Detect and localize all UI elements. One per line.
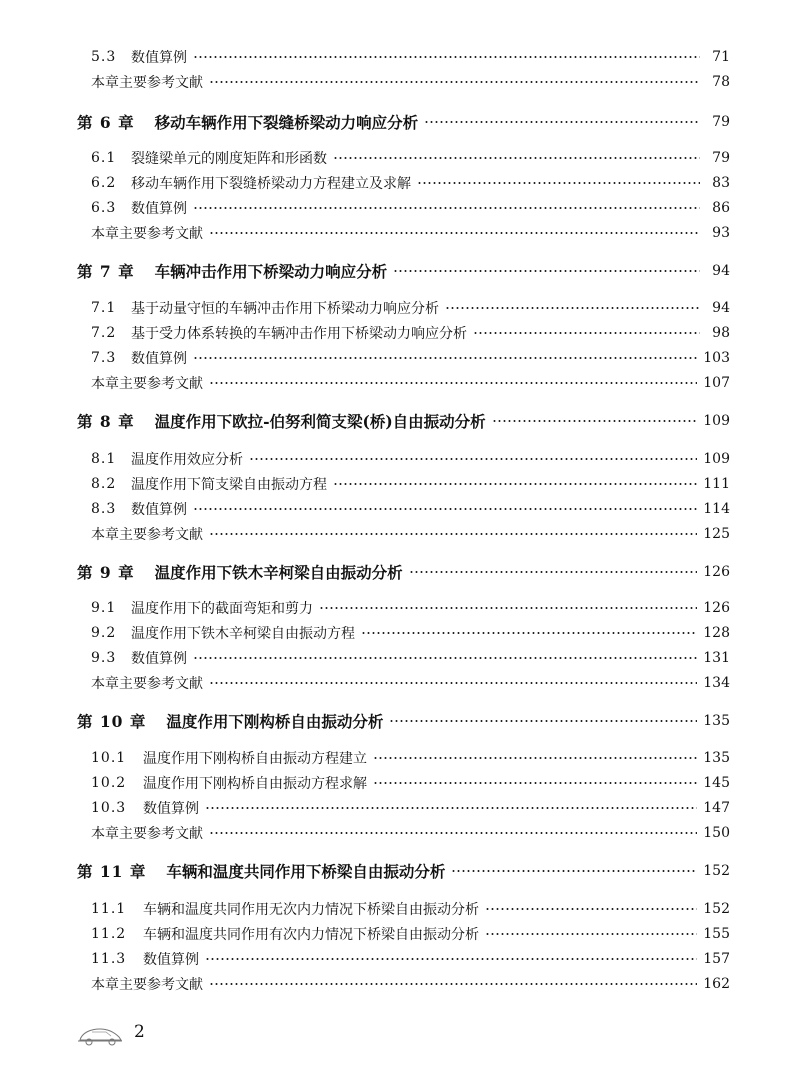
- entry-page: 98: [712, 325, 730, 341]
- entry-page: 131: [703, 650, 730, 666]
- dot-leader: [209, 678, 697, 688]
- dot-leader: [424, 117, 700, 127]
- entry-title: 温度作用下简支梁自由振动方程: [131, 477, 327, 493]
- toc-chapter-6[interactable]: [77, 110, 730, 134]
- dot-leader: [373, 753, 697, 763]
- entry-title: 数值算例: [143, 952, 199, 968]
- entry-number: 7.1: [91, 300, 117, 316]
- entry-title: 本章主要参考文献: [91, 527, 203, 543]
- car-sketch-icon: [76, 1022, 124, 1048]
- toc-entry-references-ch10[interactable]: [91, 821, 730, 845]
- entry-title: 本章主要参考文献: [91, 376, 203, 392]
- dot-leader: [193, 653, 697, 663]
- dot-leader: [485, 929, 697, 939]
- dot-leader: [205, 954, 697, 964]
- toc-entry-7-3[interactable]: [91, 346, 730, 370]
- toc-entry-8-1[interactable]: [91, 447, 730, 471]
- dot-leader: [333, 479, 697, 489]
- entry-number: 8.2: [91, 476, 117, 492]
- chapter-number: 第 6 章: [77, 113, 135, 132]
- dot-leader: [445, 303, 700, 313]
- entry-page: 162: [703, 976, 730, 992]
- entry-number: 6.3: [91, 200, 117, 216]
- chapter-number: 第 8 章: [77, 412, 135, 431]
- dot-leader: [209, 529, 697, 539]
- dot-leader: [409, 567, 698, 577]
- entry-number: 10.2: [91, 775, 127, 791]
- entry-page: 79: [712, 114, 730, 130]
- entry-title: 温度作用效应分析: [131, 452, 243, 468]
- entry-title: 本章主要参考文献: [91, 826, 203, 842]
- toc-entry-6-3[interactable]: [91, 196, 730, 220]
- entry-number: 11.2: [91, 926, 127, 942]
- toc-entry-11-1[interactable]: [91, 897, 730, 921]
- entry-title: 移动车辆作用下裂缝桥梁动力方程建立及求解: [131, 176, 411, 192]
- dot-leader: [373, 778, 697, 788]
- dot-leader: [209, 828, 697, 838]
- entry-page: 111: [703, 476, 730, 492]
- entry-title: 基于动量守恒的车辆冲击作用下桥梁动力响应分析: [131, 301, 439, 317]
- toc-entry-references-ch6[interactable]: [91, 221, 730, 245]
- entry-title: 数值算例: [131, 50, 187, 66]
- chapter-number: 第 7 章: [77, 262, 135, 281]
- toc-entry-10-3[interactable]: [91, 796, 730, 820]
- entry-page: 114: [703, 501, 730, 517]
- entry-page: 126: [703, 600, 730, 616]
- entry-page: 135: [703, 750, 730, 766]
- entry-page: 125: [703, 526, 730, 542]
- dot-leader: [209, 378, 697, 388]
- toc-entry-references-ch9[interactable]: [91, 671, 730, 695]
- entry-number: 9.1: [91, 600, 117, 616]
- entry-number: 7.3: [91, 350, 117, 366]
- entry-number: 7.2: [91, 325, 117, 341]
- dot-leader: [193, 203, 700, 213]
- entry-page: 145: [703, 775, 730, 791]
- toc-entry-8-2[interactable]: [91, 472, 730, 496]
- entry-title: 本章主要参考文献: [91, 75, 203, 91]
- entry-title: 温度作用下刚构桥自由振动方程求解: [143, 776, 367, 792]
- toc-entry-6-2[interactable]: [91, 171, 730, 195]
- entry-title: 温度作用下的截面弯矩和剪力: [131, 601, 313, 617]
- toc-entry-7-2[interactable]: [91, 321, 730, 345]
- toc-chapter-8[interactable]: [77, 409, 730, 433]
- toc-entry-references-ch5[interactable]: [91, 70, 730, 94]
- chapter-title: 车辆冲击作用下桥梁动力响应分析: [154, 262, 388, 281]
- entry-number: 6.1: [91, 150, 117, 166]
- toc-entry-8-3[interactable]: [91, 497, 730, 521]
- toc-entry-11-2[interactable]: [91, 922, 730, 946]
- chapter-title: 车辆和温度共同作用下桥梁自由振动分析: [166, 862, 446, 881]
- toc-entry-9-3[interactable]: [91, 646, 730, 670]
- toc-entry-6-1[interactable]: [91, 146, 730, 170]
- toc-chapter-9[interactable]: [77, 560, 730, 584]
- toc-chapter-10[interactable]: [77, 709, 730, 733]
- entry-number: 5.3: [91, 49, 117, 65]
- chapter-title: 温度作用下欧拉-伯努利简支梁(桥)自由振动分析: [154, 412, 486, 431]
- toc-entry-references-ch8[interactable]: [91, 522, 730, 546]
- entry-title: 车辆和温度共同作用无次内力情况下桥梁自由振动分析: [143, 902, 479, 918]
- entry-page: 134: [703, 675, 730, 691]
- entry-page: 83: [712, 175, 730, 191]
- entry-page: 147: [703, 800, 730, 816]
- chapter-number: 第 9 章: [77, 563, 135, 582]
- page-number: 2: [134, 1022, 145, 1042]
- chapter-number: 第 11 章: [77, 862, 147, 881]
- toc-entry-10-2[interactable]: [91, 771, 730, 795]
- entry-page: 152: [703, 901, 730, 917]
- dot-leader: [389, 716, 697, 726]
- entry-number: 8.1: [91, 451, 117, 467]
- entry-page: 152: [703, 863, 730, 879]
- entry-title: 数值算例: [131, 201, 187, 217]
- dot-leader: [333, 153, 700, 163]
- entry-page: 79: [712, 150, 730, 166]
- chapter-title: 温度作用下铁木辛柯梁自由振动分析: [154, 563, 403, 582]
- entry-page: 86: [712, 200, 730, 216]
- entry-page: 150: [703, 825, 730, 841]
- dot-leader: [205, 803, 697, 813]
- entry-page: 157: [703, 951, 730, 967]
- toc-entry-references-ch7[interactable]: [91, 371, 730, 395]
- entry-number: 8.3: [91, 501, 117, 517]
- entry-number: 11.1: [91, 901, 127, 917]
- entry-page: 103: [703, 350, 730, 366]
- entry-title: 数值算例: [131, 502, 187, 518]
- dot-leader: [451, 866, 697, 876]
- dot-leader: [209, 979, 697, 989]
- toc-entry-10-1[interactable]: [91, 746, 730, 770]
- entry-title: 温度作用下刚构桥自由振动方程建立: [143, 751, 367, 767]
- entry-number: 10.3: [91, 800, 127, 816]
- dot-leader: [417, 178, 700, 188]
- entry-page: 155: [703, 926, 730, 942]
- dot-leader: [492, 416, 698, 426]
- dot-leader: [485, 904, 697, 914]
- toc-entry-5-3[interactable]: [91, 45, 730, 69]
- entry-page: 71: [712, 49, 730, 65]
- entry-title: 裂缝梁单元的刚度矩阵和形函数: [131, 151, 327, 167]
- entry-title: 车辆和温度共同作用有次内力情况下桥梁自由振动分析: [143, 927, 479, 943]
- entry-page: 78: [712, 74, 730, 90]
- dot-leader: [473, 328, 700, 338]
- entry-title: 数值算例: [131, 651, 187, 667]
- entry-page: 128: [703, 625, 730, 641]
- chapter-title: 温度作用下刚构桥自由振动分析: [166, 712, 384, 731]
- toc-entry-9-1[interactable]: [91, 596, 730, 620]
- dot-leader: [249, 454, 697, 464]
- toc-entry-references-ch11[interactable]: [91, 972, 730, 996]
- toc-chapter-7[interactable]: [77, 259, 730, 283]
- entry-page: 107: [703, 375, 730, 391]
- entry-number: 6.2: [91, 175, 117, 191]
- dot-leader: [193, 504, 697, 514]
- dot-leader: [193, 52, 700, 62]
- entry-title: 基于受力体系转换的车辆冲击作用下桥梁动力响应分析: [131, 326, 467, 342]
- entry-page: 94: [712, 263, 730, 279]
- dot-leader: [393, 266, 700, 276]
- entry-page: 109: [703, 451, 730, 467]
- entry-title: 数值算例: [143, 801, 199, 817]
- entry-title: 本章主要参考文献: [91, 676, 203, 692]
- entry-number: 9.3: [91, 650, 117, 666]
- toc-entry-9-2[interactable]: [91, 621, 730, 645]
- dot-leader: [209, 77, 700, 87]
- toc-chapter-11[interactable]: [77, 859, 730, 883]
- entry-page: 135: [703, 713, 730, 729]
- entry-page: 126: [703, 564, 730, 580]
- toc-entry-11-3[interactable]: [91, 947, 730, 971]
- entry-title: 温度作用下铁木辛柯梁自由振动方程: [131, 626, 355, 642]
- dot-leader: [361, 628, 697, 638]
- entry-page: 93: [712, 225, 730, 241]
- dot-leader: [209, 228, 700, 238]
- entry-number: 11.3: [91, 951, 127, 967]
- chapter-title: 移动车辆作用下裂缝桥梁动力响应分析: [154, 113, 419, 132]
- toc-entry-7-1[interactable]: [91, 296, 730, 320]
- entry-number: 9.2: [91, 625, 117, 641]
- dot-leader: [319, 603, 697, 613]
- entry-page: 109: [703, 413, 730, 429]
- entry-title: 数值算例: [131, 351, 187, 367]
- entry-number: 10.1: [91, 750, 127, 766]
- entry-page: 94: [712, 300, 730, 316]
- entry-title: 本章主要参考文献: [91, 977, 203, 993]
- chapter-number: 第 10 章: [77, 712, 147, 731]
- dot-leader: [193, 353, 697, 363]
- entry-title: 本章主要参考文献: [91, 226, 203, 242]
